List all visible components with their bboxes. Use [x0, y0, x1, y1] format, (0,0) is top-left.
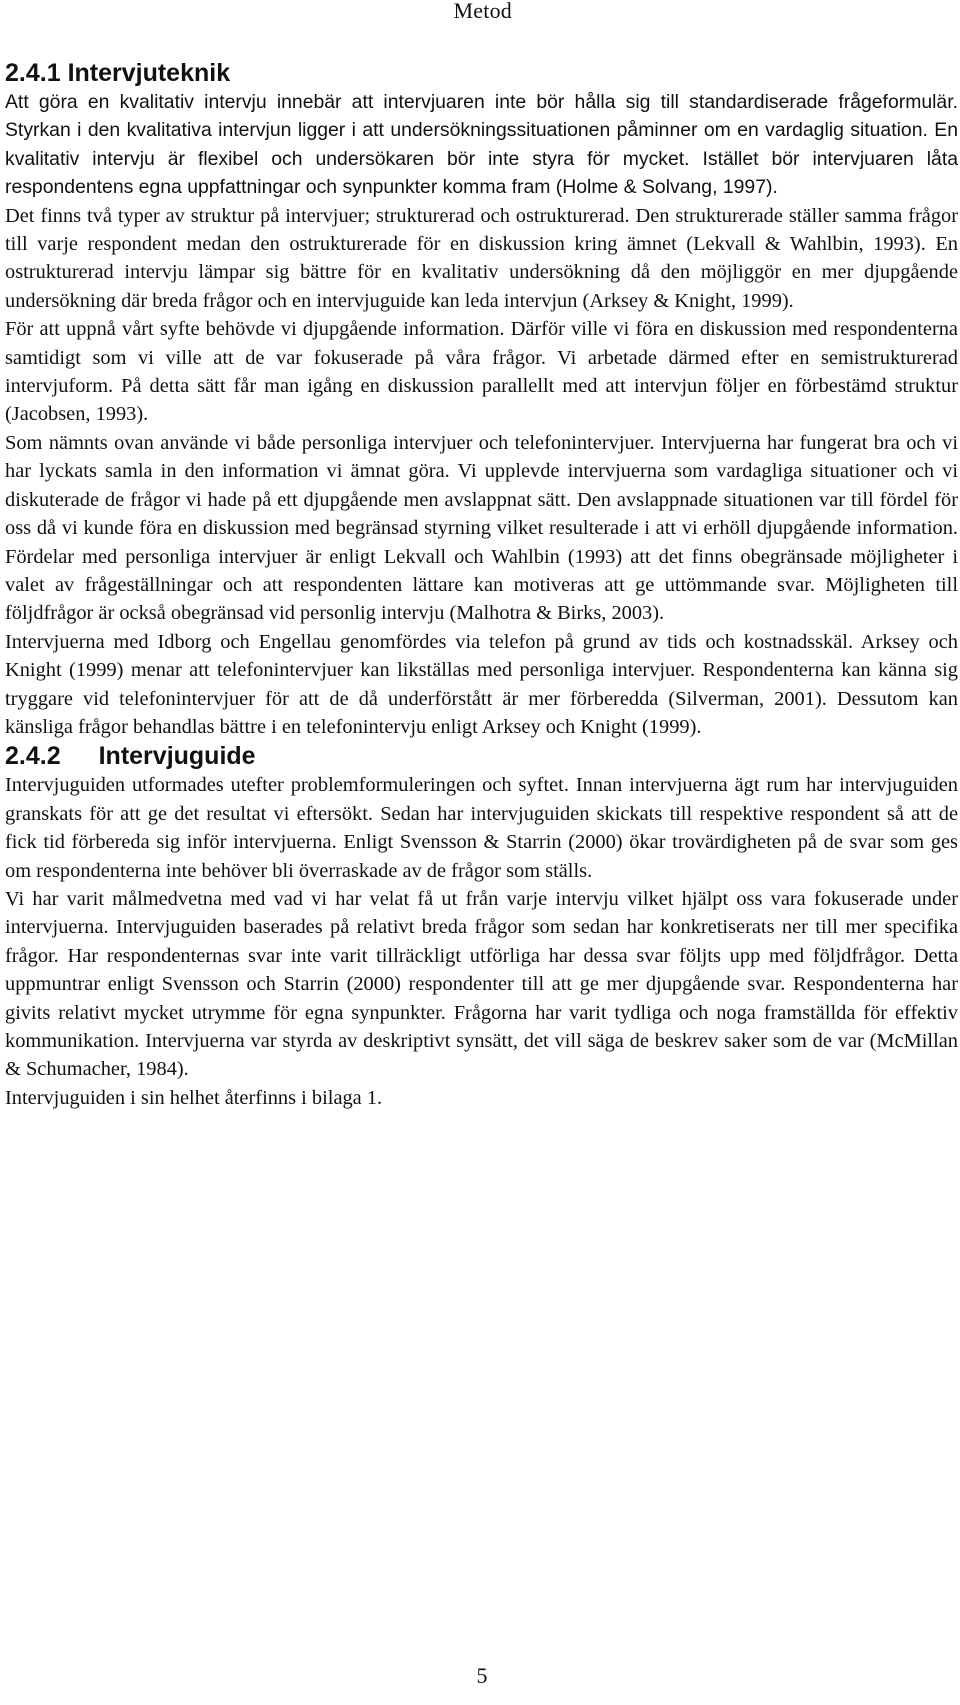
paragraph: Intervjuerna med Idborg och Engellau genomfördes via telefon på grund av tids och kostnadsskäl. Arksey och Knight (1999) menar att telefonintervjuer kan likställas med personliga intervjuer. Respondenterna kan känna sig tryggare vid telefonintervjuer för att de då underförstått är mer förberedda (Silverman, 2001). Dessutom kan känsliga frågor behandlas bättre i en telefonintervju enligt Arksey och Knight (1999). [5, 630, 958, 738]
paragraph: Som nämnts ovan använde vi både personliga intervjuer och telefonintervjuer. Intervjuerna har fungerat bra och vi har lyckats samla in den information vi ämnat göra. Vi upplevde intervjuerna som vardagliga situationer och vi diskuterade de frågor vi hade på ett djupgående men avslappnat sätt. Den avslappnade situationen var till fördel för oss då vi kunde föra en diskussion med begränsad styrning vilket resulterade i att vi erhöll djupgående information. Fördelar med personliga intervjuer är enligt Lekvall och Wahlbin (1993) att det finns obegränsade möjligheter i valet av frågeställningar och att respondenten lättare kan motiveras att ge uttömmande svar. Möjligheten till följdfrågor är också obegränsad vid personlig intervju (Malhotra & Birks, 2003). [5, 431, 958, 625]
section-heading-intervjuteknik [5, 58, 958, 88]
paragraph: För att uppnå vårt syfte behövde vi djupgående information. Därför ville vi föra en diskussion med respondenterna samtidigt som vi ville att de var fokuserade på våra frågor. Vi arbetade därmed efter en semistrukturerad intervjuform. På detta sätt får man igång en diskussion parallellt med att intervjun följer en förbestämd struktur (Jacobsen, 1993). [5, 318, 958, 426]
section-number: 2.4.2 [5, 742, 61, 771]
paragraph: Vi har varit målmedvetna med vad vi har velat få ut från varje intervju vilket hjälpt oss vara fokuserade under intervjuerna. Intervjuguiden baserades på relativt breda frågor som sedan har konkretiserats ner till mer specifika frågor. Har respondenternas svar inte varit tillräckligt utförliga har dessa svar följts upp med följdfrågor. Detta uppmuntrar enligt Svensson och Starrin (2000) respondenter till att ge mer djupgående svar. Respondenterna har givits relativt mycket utrymme för egna synpunkter. Frågorna har varit tydliga och noga framställda för effektiv kommunikation. Intervjuerna var styrda av deskriptivt synsätt, det vill säga de beskrev saker som de var (McMillan & Schumacher, 1984). [5, 887, 958, 1081]
paragraph: Att göra en kvalitativ intervju innebär att intervjuaren inte bör hålla sig till standardiserade frågeformulär. Styrkan i den kvalitativa intervjun ligger i att undersökningssituationen påminner om en vardaglig situation. En kvalitativ intervju är flexibel och undersökaren bör inte styra för mycket. Istället bör intervjuaren låta respondentens egna uppfattningar och synpunkter komma fram (Holme & Solvang, 1997). [5, 91, 958, 199]
section-title: Intervjuguide [98, 742, 256, 771]
page-number-value: 5 [476, 1663, 488, 1688]
page-number [0, 1664, 960, 1688]
section-number: 2.4.1 [5, 59, 61, 87]
paragraph: Intervjuguiden utformades utefter problemformuleringen och syftet. Innan intervjuerna ägt rum har intervjuguiden granskats för att ge det resultat vi eftersökt. Sedan har intervjuguiden skickats till respektive respondent så att de fick tid förbereda sig inför intervjuerna. Enligt Svensson & Starrin (2000) ökar trovärdigheten på de svar som ges om respondenterna inte behöver bli överraskade av de frågor som ställs. [5, 774, 958, 882]
paragraph: Intervjuguiden i sin helhet återfinns i bilaga 1. [5, 1086, 383, 1109]
paragraph: Det finns två typer av struktur på intervjuer; strukturerad och ostrukturerad. Den strukturerade ställer samma frågor till varje respondent medan den ostrukturerade för en diskussion kring ämnet (Lekvall & Wahlbin, 1993). En ostrukturerad intervju lämpar sig bättre för en kvalitativ undersökning då den möjliggör en mer djupgående undersökning där breda frågor och en intervjuguide kan leda intervjun (Arksey & Knight, 1999). [5, 204, 958, 312]
page-body [5, 58, 958, 1112]
section-heading-intervjuguide [5, 741, 958, 771]
running-header: Metod [453, 0, 512, 23]
section-title: Intervjuteknik [67, 59, 231, 87]
